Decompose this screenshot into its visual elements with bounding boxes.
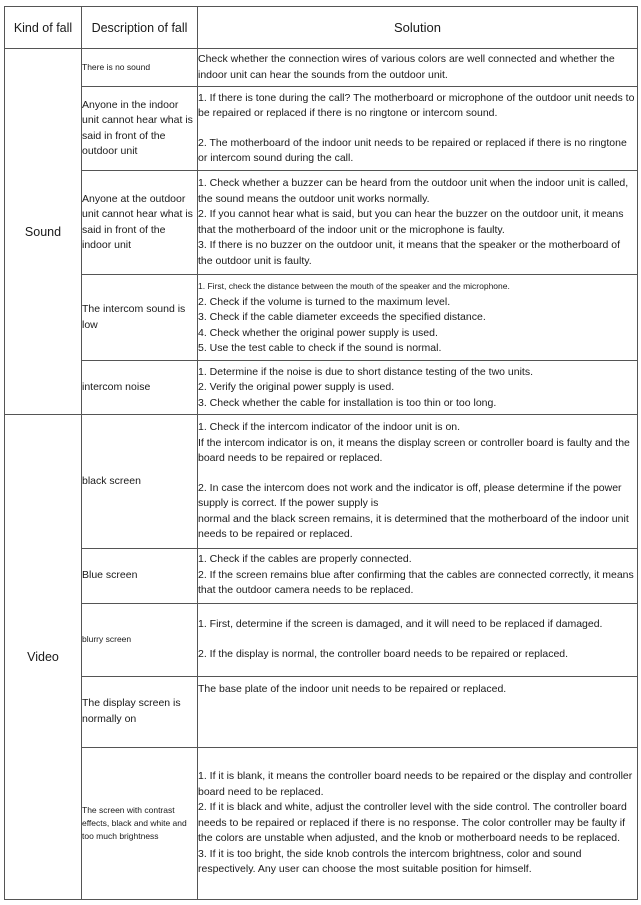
solution-cell: 1. If it is blank, it means the controller board needs to be repaired or the display and controller board need to be replaced. 2. If it is black and white, adjust the controller level with the side control. The controller board needs to be repaired or replaced if there is no response. The color controller may be faulty if the colors are unstable when adjusted, and the knob or motherboard needs to be replaced. 3. If it is too bright, the side knob controls the intercom brightness, color and sound respectively. Any user can choose the most suitable position for himself. — [198, 747, 638, 899]
solution-cell: 1. First, check the distance between the mouth of the speaker and the microphone. 2. Check if the volume is turned to the maximum level. 3. Check if the cable diameter exceeds the specified distance. 4. Check whether the original power supply is used. 5. Use the test cable to check if the sound is normal. — [198, 275, 638, 361]
description-cell: The screen with contrast effects, black and white and too much brightness — [82, 747, 198, 899]
description-cell: Blue screen — [82, 548, 198, 603]
kind-sound: Sound — [5, 49, 82, 415]
description-cell: The display screen is normally on — [82, 676, 198, 747]
header-row — [5, 7, 638, 49]
header-description: Description of fall — [82, 7, 198, 49]
solution-cell: 1. Check if the intercom indicator of the indoor unit is on. If the intercom indicator is on, it means the display screen or controller board is faulty and the board needs to be repaired or replaced. 2. In case the intercom does not work and the indicator is off, please determine if the power supply is correct. If the power supply is normal and the black screen remains, it is determined that the motherboard of the indoor unit needs to be repaired or replaced. — [198, 415, 638, 548]
table-row — [5, 171, 638, 275]
troubleshooting-table — [4, 6, 638, 900]
solution-cell: 1. Check if the cables are properly connected. 2. If the screen remains blue after confirming that the cables are connected correctly, it means that the outdoor camera needs to be replaced. — [198, 548, 638, 603]
kind-video: Video — [5, 415, 82, 900]
table-row — [5, 676, 638, 747]
description-cell: intercom noise — [82, 361, 198, 415]
table-row — [5, 747, 638, 899]
solution-cell: The base plate of the indoor unit needs to be repaired or replaced. — [198, 676, 638, 747]
description-cell: The intercom sound is low — [82, 275, 198, 361]
table-row — [5, 603, 638, 676]
table-row — [5, 361, 638, 415]
solution-cell: 1. First, determine if the screen is damaged, and it will need to be replaced if damaged. 2. If the display is normal, the controller board needs to be repaired or replaced. — [198, 603, 638, 676]
table-row — [5, 275, 638, 361]
header-solution: Solution — [198, 7, 638, 49]
header-kind: Kind of fall — [5, 7, 82, 49]
description-cell: Anyone at the outdoor unit cannot hear what is said in front of the indoor unit — [82, 171, 198, 275]
solution-cell: 1. Check whether a buzzer can be heard from the outdoor unit when the indoor unit is called, the sound means the outdoor unit works normally. 2. If you cannot hear what is said, but you can hear the buzzer on the outdoor unit, it means that the motherboard of the indoor unit or the microphone is faulty. 3. If there is no buzzer on the outdoor unit, it means that the speaker or the motherboard of the outdoor unit is faulty. — [198, 171, 638, 275]
table-row — [5, 49, 638, 87]
table-row — [5, 87, 638, 171]
solution-cell: 1. If there is tone during the call? The motherboard or microphone of the outdoor unit needs to be repaired or replaced if there is no ringtone or intercom sound. 2. The motherboard of the indoor unit needs to be repaired or replaced if there is no ringtone or intercom sound during the call. — [198, 87, 638, 171]
description-cell: black screen — [82, 415, 198, 548]
table-row — [5, 415, 638, 548]
solution-cell: Check whether the connection wires of various colors are well connected and whether the indoor unit can hear the sounds from the outdoor unit. — [198, 49, 638, 87]
description-cell: blurry screen — [82, 603, 198, 676]
solution-cell: 1. Determine if the noise is due to short distance testing of the two units. 2. Verify the original power supply is used. 3. Check whether the cable for installation is too thin or too long. — [198, 361, 638, 415]
description-cell: Anyone in the indoor unit cannot hear what is said in front of the outdoor unit — [82, 87, 198, 171]
table-row — [5, 548, 638, 603]
description-cell: There is no sound — [82, 49, 198, 87]
